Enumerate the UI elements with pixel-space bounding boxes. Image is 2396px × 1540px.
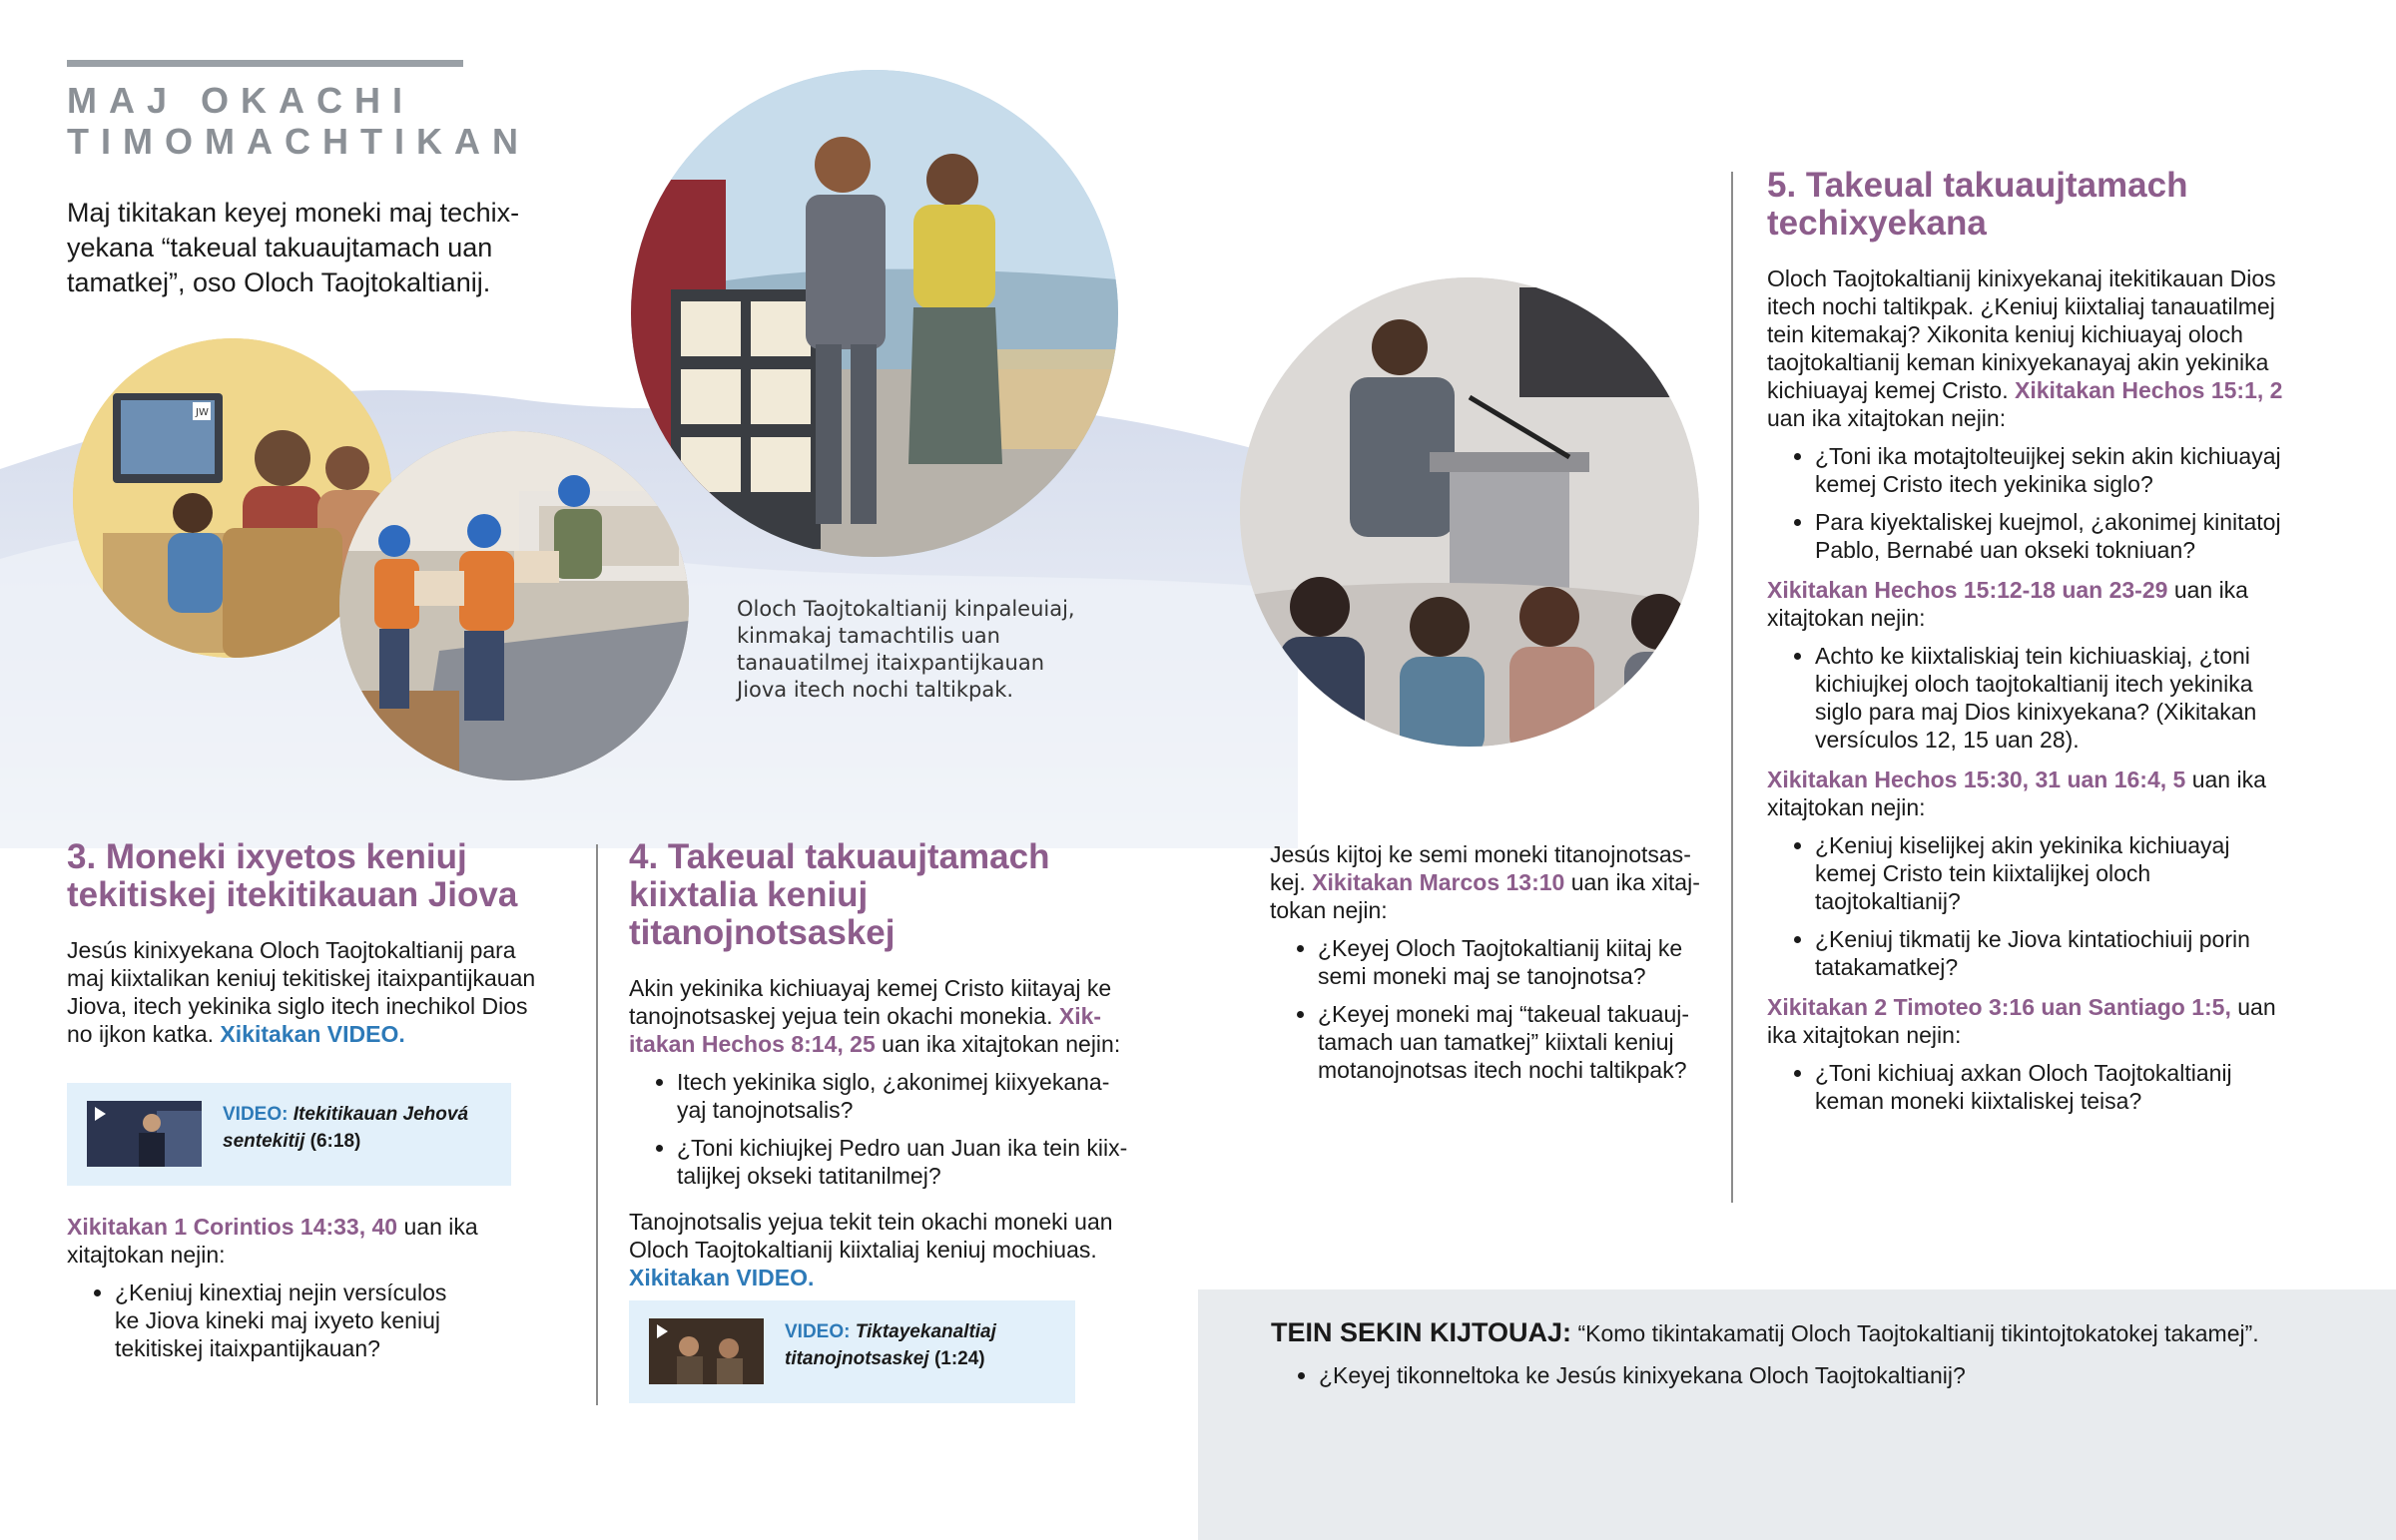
question-item: • ¿Keniuj kinextiaj nejin versículos ke Jiova kineki maj ixyeto keniuj tekitiskej itaixpantijkauan? (115, 1279, 454, 1362)
section-5-ref-4[interactable]: Xikitakan 2 Timoteo 3:16 uan Santiago 1:5, (1767, 994, 2231, 1020)
question-item: • Para kiyektaliskej kuejmol, ¿akonimej kinitatoj Pablo, Bernabé uan okseki tokniuan? (1815, 508, 2296, 564)
section-3-video-text: VIDEO: Itekitikauan Jehová sentekitij (6:18) (223, 1104, 469, 1152)
intro-text: Maj tikitakan keyej moneki maj techixyekana “takeual takuaujtamach uan tamatkej”, oso Oloch Taojtokaltianij. (67, 198, 520, 297)
section-5-body: Oloch Taojtokaltianij kinixyekanaj itekitikauan Dios itech nochi taltikpak. ¿Keniuj kiixtaliaj tanauatilmej tein kitemakaj? Xikonita keniuj kichiuayaj oloch taojtokaltianij keman kinixyekanayaj akin yekinika kichiuayaj kemej Cristo. Xikitakan Hechos 15:1, 2 uan ika xitajtokan nejin: (1767, 265, 2283, 431)
section-3-video-card[interactable] (67, 1083, 511, 1186)
footer-quote: “Komo tikintakamatij Oloch Taojtokaltianij tikintojtokatokej takamej”. (1577, 1320, 2259, 1346)
section-4-body-2: Tanojnotsalis yejua tekit tein okachi moneki uan Oloch Taojtokaltianij kiixtaliaj keniuj mochiuas. Xikitakan VIDEO. (629, 1209, 1113, 1290)
footer-label: TEIN SEKIN KIJTOUAJ: (1271, 1317, 1572, 1347)
video-thumbnail[interactable] (649, 1318, 764, 1384)
question-item: • ¿Keyej moneki maj “takeual takuaujtamach uan tamatkej” kiixtali keniuj motanojnotsas itech nochi taltikpak? (1318, 1000, 1709, 1084)
question-item: • ¿Keyej Oloch Taojtokaltianij kiitaj ke semi moneki maj se tanojnotsa? (1318, 934, 1709, 990)
question-item: • ¿Toni kichiuaj axkan Oloch Taojtokaltianij keman moneki kiixtaliskej teisa? (1815, 1059, 2296, 1115)
speaker-illustration (1240, 277, 1699, 747)
section-3-questions (67, 1279, 546, 1362)
section-4-body: Akin yekinika kichiuayaj kemej Cristo kiitayaj ke tanojnotsaskej yejua tein okachi monekia. Xikitakan Hechos 8:14, 25 uan ika xitajtokan nejin: (629, 975, 1121, 1057)
section-4-ref[interactable]: Xikitakan Hechos 8:14, 25 (629, 1003, 1102, 1057)
public-witnessing-illustration (631, 70, 1118, 557)
section-3-body: Jesús kinixyekana Oloch Taojtokaltianij para maj kiixtalikan keniuj tekitiskej itaixpantijkauan Jiova, itech yekinika siglo itech inechikol Dios no ijkon katka. Xikitakan VIDEO. (67, 937, 536, 1047)
header-rule (67, 60, 463, 67)
column-divider (1731, 172, 1733, 1203)
section-4-video-text: VIDEO: Tiktayekanaltiaj titanojnotsaskej (1:24) (785, 1321, 996, 1369)
section-5-questions-4 (1767, 1059, 2296, 1115)
column-3-ref[interactable]: Xikitakan Marcos 13:10 (1312, 869, 1565, 895)
section-4 (629, 838, 1128, 1291)
section-5-title: 5. Takeual takuaujtamach techixyekana (1767, 166, 2188, 243)
illustration-caption: Oloch Taojtokaltianij kinpaleuiaj, kinmakaj tamachtilis uan tanauatilmej itaixpantijkauan Jiova itech nochi taltikpak. (737, 597, 1075, 702)
section-kicker: MAJ OKACHI TIMOMACHTIKAN (67, 80, 530, 162)
question-item: • Itech yekinika siglo, ¿akonimej kiixyekanayaj tanojnotsalis? (677, 1068, 1128, 1124)
section-5: 5. Takeual takuaujtamach techixyekana Oloch Taojtokaltianij kinixyekanaj itekitikauan Dios itech nochi taltikpak. ¿Keniuj kiixtaliaj tanauatilmej tein kitemakaj? Xikonita keniuj kichiuayaj oloch taojtokaltianij keman kinixyekanayaj akin yekinika kichiuayaj kemej Cristo. Xikitakan Hechos 15:1, 2 uan ika xitajtokan nejin: • ¿Toni ika motajtolteuijkej sekin akin kichiuayaj kemej Cristo itech yekinika siglo? • Para kiyektaliskej kuejmol, ¿akonimej kinitatoj Pablo, Bernabé uan okseki tokniuan? Xikitakan Hechos 15:12-18 uan 23-29 uan ika xitajtokan nejin: • Achto ke kiixtaliskiaj tein kichiuaskiaj, ¿toni kichiujkej oloch taojtokaltianij itech yekinika siglo para maj Dios kinixyekana? (Xikitakan versículos 12, 15 uan 28). Xikitakan Hechos 15:30, 31 uan 16:4, 5 uan ika xitajtokan nejin: • ¿Keniuj kiselijkej akin yekinika kichiuayaj kemej Cristo tein kiixtalijkej oloch taojtokaltianij? • ¿Keniuj tikmatij ke Jiova kintatiochiuij porin tatakamatkej? Xikitakan 2 Timoteo 3:16 uan Santiago 1:5, uan ika xitajtokan nejin: • ¿Toni kichiuaj axkan Oloch Taojtokaltianij keman moneki kiixtaliskej teisa? (1767, 167, 2296, 1125)
section-5-questions-1 (1767, 442, 2296, 564)
section-4-video-link[interactable]: Xikitakan VIDEO. (629, 1265, 815, 1290)
column-3-body: Jesús kijtoj ke semi moneki titanojnotsaskej. Xikitakan Marcos 13:10 uan ika xitajtokan nejin: (1270, 841, 1700, 923)
svg-text:JW: JW (196, 407, 209, 418)
section-3-title: 3. Moneki ixyetos keniuj tekitiskej itekitikauan Jiova (67, 837, 518, 914)
section-5-ref-1[interactable]: Xikitakan Hechos 15:1, 2 (2014, 377, 2283, 403)
video-thumbnail[interactable] (87, 1101, 202, 1167)
question-item: • ¿Keyej tikonneltoka ke Jesús kinixyekana Oloch Taojtokaltianij? (1319, 1361, 1966, 1389)
footer-box (1198, 1289, 2396, 1540)
column-3-questions (1270, 934, 1709, 1084)
section-3-study: Xikitakan 1 Corintios 14:33, 40 uan ika xitajtokan nejin: • ¿Keniuj kinextiaj nejin versículos ke Jiova kineki maj ixyeto keniuj tekitiskej itaixpantijkauan? (67, 1213, 546, 1372)
section-3-ref[interactable]: Xikitakan 1 Corintios 14:33, 40 (67, 1214, 398, 1240)
question-item: • ¿Toni kichiujkej Pedro uan Juan ika tein kiixtalijkej okseki tatitanilmej? (677, 1134, 1128, 1190)
question-item: • Achto ke kiixtaliskiaj tein kichiuaskiaj, ¿toni kichiujkej oloch taojtokaltianij itech yekinika siglo para maj Dios kinixyekana? (Xikitakan versículos 12, 15 uan 28). (1815, 642, 2296, 754)
section-5-questions-3 (1767, 831, 2296, 981)
section-3 (67, 838, 556, 1048)
section-3-video-link[interactable]: Xikitakan VIDEO. (220, 1021, 405, 1047)
section-4-video-card[interactable] (629, 1300, 1075, 1403)
footer-questions (1271, 1361, 1966, 1399)
section-5-ref-2[interactable]: Xikitakan Hechos 15:12-18 uan 23-29 (1767, 577, 2168, 603)
column-3 (1270, 840, 1709, 1094)
question-item: • ¿Keniuj kiselijkej akin yekinika kichiuayaj kemej Cristo tein kiixtalijkej oloch taojtokaltianij? (1815, 831, 2296, 915)
question-item: • ¿Keniuj tikmatij ke Jiova kintatiochiuij porin tatakamatkej? (1815, 925, 2296, 981)
column-divider (596, 844, 598, 1405)
section-5-questions-2 (1767, 642, 2296, 754)
section-4-title: 4. Takeual takuaujtamach kiixtalia keniuj titanojnotsaskej (629, 837, 1050, 952)
question-item: • ¿Toni ika motajtolteuijkej sekin akin kichiuayaj kemej Cristo itech yekinika siglo? (1815, 442, 2296, 498)
volunteers-illustration (339, 431, 689, 780)
section-4-questions (629, 1068, 1128, 1190)
section-5-ref-3[interactable]: Xikitakan Hechos 15:30, 31 uan 16:4, 5 (1767, 767, 2186, 792)
